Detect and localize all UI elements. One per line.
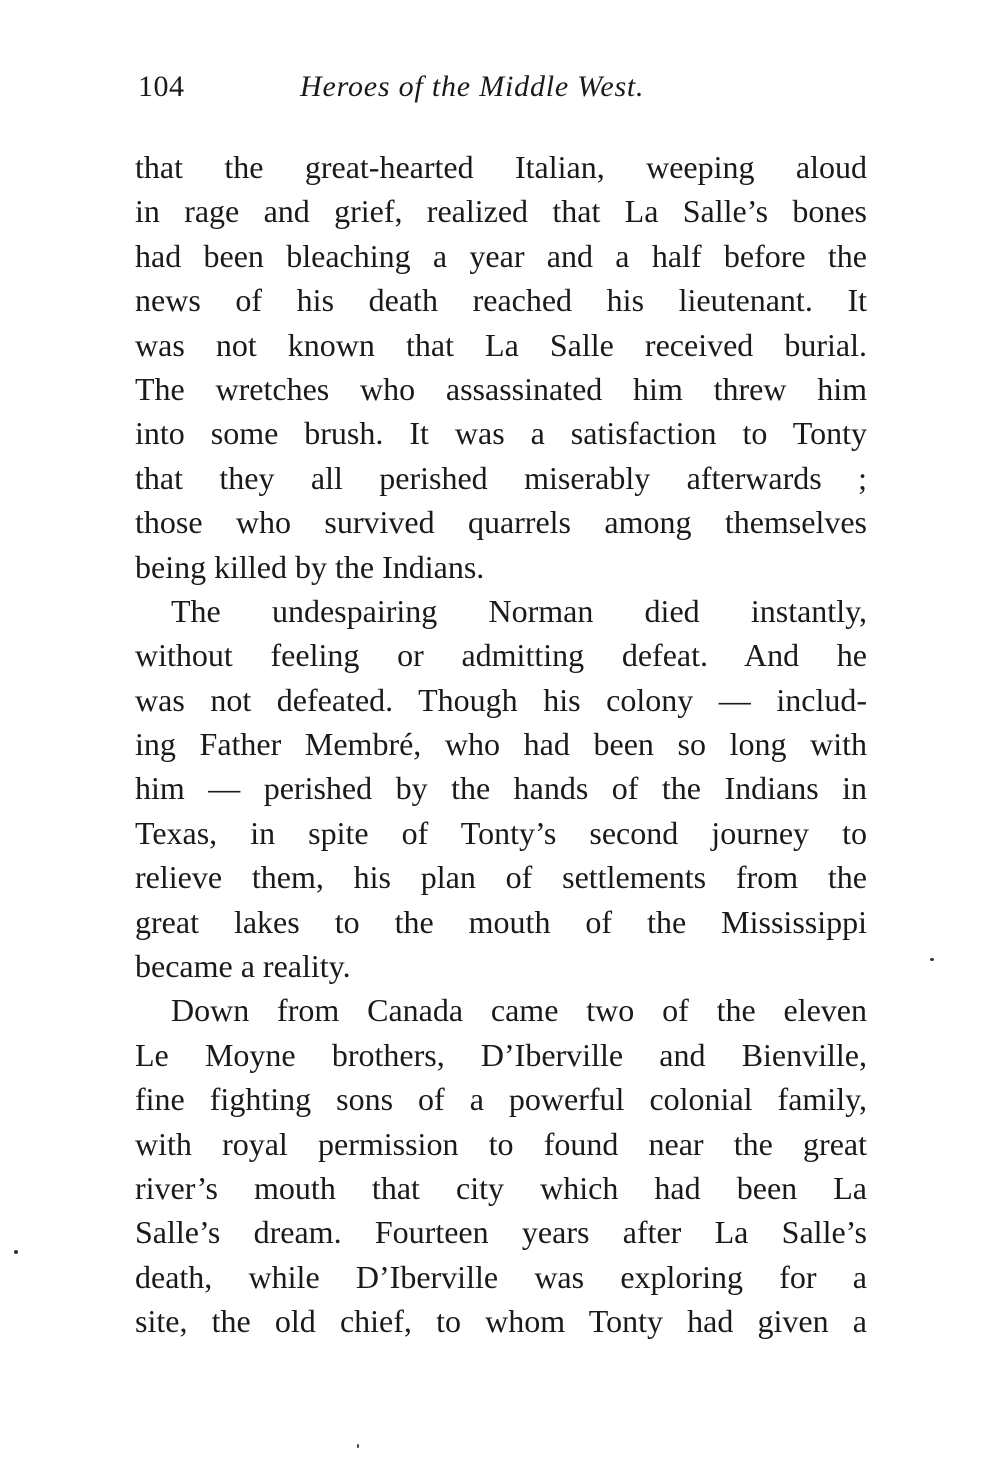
scan-speck (14, 1250, 18, 1254)
paragraph-3 (135, 988, 867, 1343)
text-line: The undespairing Norman died instantly, (171, 592, 867, 629)
paragraph-2 (135, 589, 867, 989)
running-head (138, 70, 868, 114)
text-line: that the great-hearted Italian, weeping aloud (135, 149, 867, 185)
text-line: was not defeated. Though his colony — includ- (135, 681, 867, 718)
text-line: site, the old chief, to whom Tonty had given a (135, 1303, 867, 1340)
text-line: became a reality. (135, 948, 351, 985)
text-line: into some brush. It was a satisfaction to Tonty (135, 415, 867, 452)
text-line: being killed by the Indians. (135, 548, 485, 585)
text-line: was not known that La Salle received burial. (135, 326, 867, 363)
body-text (135, 145, 867, 1344)
text-line: that they all perished miserably afterwards ; (135, 459, 867, 496)
scan-speck (930, 958, 934, 961)
text-line: with royal permission to found near the great (135, 1125, 867, 1162)
text-line: river’s mouth that city which had been La (135, 1169, 867, 1206)
text-line: those who survived quarrels among themselves (135, 504, 867, 541)
text-line: The wretches who assassinated him threw him (135, 370, 867, 407)
paragraph-1 (135, 145, 867, 589)
text-line: Texas, in spite of Tonty’s second journey to (135, 814, 867, 851)
text-line: news of his death reached his lieutenant. It (135, 282, 867, 319)
text-line: death, while D’Iberville was exploring for a (135, 1258, 867, 1295)
text-line: in rage and grief, realized that La Salle’s bones (135, 193, 867, 230)
text-line: Salle’s dream. Fourteen years after La Salle’s (135, 1214, 867, 1251)
book-title: Heroes of the Middle West. (300, 70, 645, 103)
text-line: relieve them, his plan of settlements from the (135, 859, 867, 896)
text-line: him — perished by the hands of the Indians in (135, 770, 867, 807)
text-line: fine fighting sons of a powerful colonial family, (135, 1081, 867, 1118)
page-number: 104 (138, 70, 185, 103)
text-line: Le Moyne brothers, D’Iberville and Bienville, (135, 1036, 867, 1073)
text-line: ing Father Membré, who had been so long with (135, 726, 867, 763)
text-line: Down from Canada came two of the eleven (171, 992, 867, 1029)
text-line: without feeling or admitting defeat. And he (135, 637, 867, 674)
scan-speck (357, 1444, 359, 1448)
text-line: had been bleaching a year and a half before the (135, 237, 867, 274)
text-line: great lakes to the mouth of the Mississippi (135, 903, 867, 940)
